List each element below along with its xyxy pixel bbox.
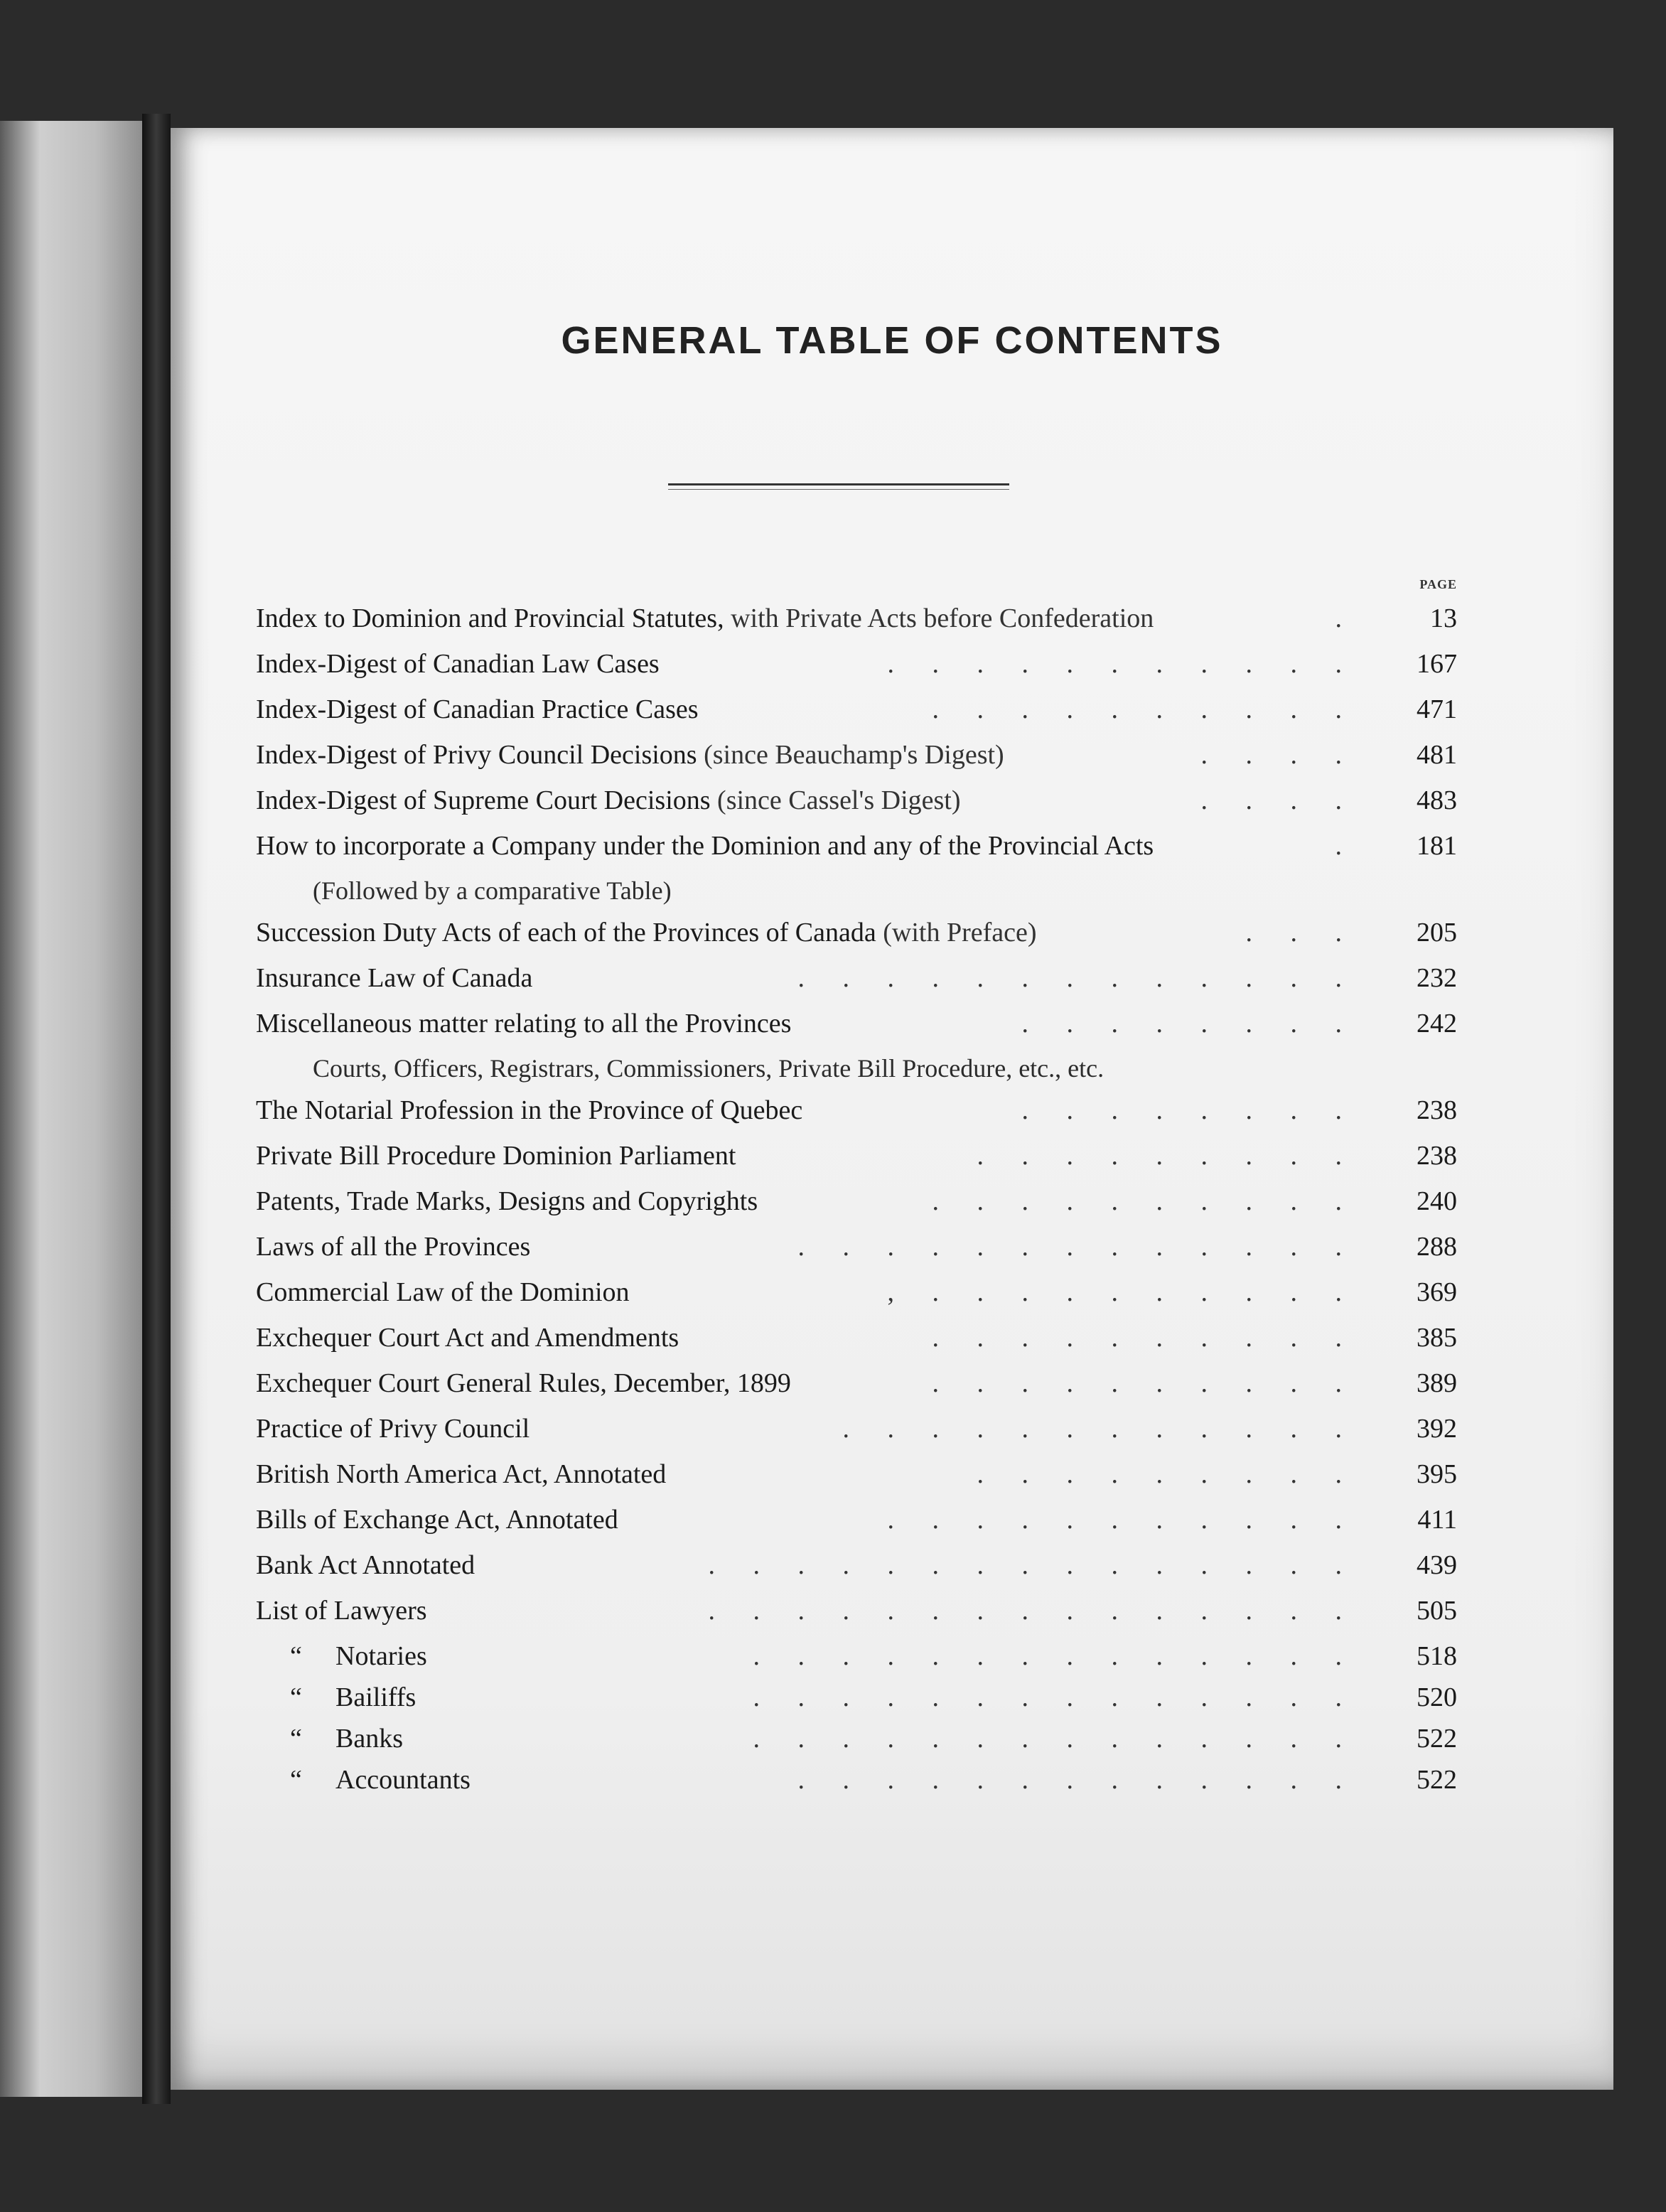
toc-entry-title-group <box>256 739 1004 771</box>
toc-page-number: 181 <box>1417 831 1457 861</box>
leader-dots: . . . . <box>1200 785 1358 815</box>
toc-entry-title-group <box>256 1008 791 1039</box>
toc-entry-title: Index-Digest of Canadian Practice Cases <box>256 694 699 724</box>
toc-entry-title-group <box>256 1277 630 1308</box>
toc-entry-title: List of Lawyers <box>256 1596 427 1626</box>
toc-page-number: 395 <box>1417 1459 1457 1489</box>
toc-entry-title-group <box>256 1231 530 1262</box>
leader-dots: . . . . . . . . . . . . . <box>797 1765 1358 1795</box>
toc-entry-title: Laws of all the Provinces <box>256 1232 531 1262</box>
toc-page-number: 369 <box>1417 1277 1457 1307</box>
toc-page-number: 481 <box>1417 740 1457 770</box>
toc-entry-title: Exchequer Court Act and Amendments <box>256 1323 679 1353</box>
toc-entry-title: Index-Digest of Supreme Court Decisions <box>256 785 711 815</box>
ditto-mark: “ <box>290 1682 302 1712</box>
toc-entry-title: Index to Dominion and Provincial Statutes, <box>256 603 724 633</box>
page-title: GENERAL TABLE OF CONTENTS <box>561 319 1223 362</box>
toc-entry-title-group <box>256 1186 758 1217</box>
leader-dots: . . . . <box>1200 740 1358 770</box>
toc-entry-title: Bills of Exchange Act, Annotated <box>256 1505 618 1535</box>
toc-entry-title: How to incorporate a Company under the Dominion and any of the Provincial Acts <box>256 831 1154 861</box>
toc-entry-title-group <box>256 603 1154 634</box>
toc-page-number: 522 <box>1417 1724 1457 1754</box>
toc-entry <box>256 603 1457 648</box>
toc-entry <box>256 830 1457 876</box>
leader-dots: . . . . . . . . . . . . . . <box>753 1682 1358 1712</box>
leader-dots: . . . . . . . . . . . . <box>842 1414 1358 1444</box>
toc-entry <box>256 1140 1457 1186</box>
toc-entry <box>256 648 1457 694</box>
toc-entry-aside: (since Beauchamp's Digest) <box>704 740 1004 770</box>
leader-dots: . <box>1335 603 1358 633</box>
leader-dots: . . . . . . . . . . . <box>887 649 1358 679</box>
toc-entry-title: Practice of Privy Council <box>256 1414 530 1444</box>
toc-entry-title: Exchequer Court General Rules, December, 1899 <box>256 1368 791 1398</box>
leader-dots: . . . . . . . . . . <box>932 1368 1358 1398</box>
facing-page-edge <box>0 121 160 2097</box>
toc-entry <box>256 694 1457 739</box>
toc-page-number: 471 <box>1417 694 1457 724</box>
toc-page-number: 242 <box>1417 1009 1457 1038</box>
toc-entry-aside: (with Preface) <box>883 918 1037 947</box>
toc-entry-title-group <box>256 1368 791 1399</box>
ditto-mark: “ <box>290 1724 302 1754</box>
toc-entry-title-group <box>256 1413 530 1444</box>
title-rule-thin <box>668 489 1009 490</box>
toc-entry-title-group <box>256 1459 666 1490</box>
leader-dots: . . . . . . . . <box>1021 1009 1358 1038</box>
toc-page-number: 505 <box>1417 1596 1457 1626</box>
leader-dots: . . . . . . . . . . <box>932 1323 1358 1353</box>
toc-entry-title: Index-Digest of Canadian Law Cases <box>256 649 660 679</box>
leader-dots: . <box>1335 831 1358 861</box>
toc-page-number: 288 <box>1417 1232 1457 1262</box>
toc-entry <box>256 1459 1457 1504</box>
toc-entry-title-group <box>256 785 961 816</box>
toc-entry <box>256 1368 1457 1413</box>
toc-entry-title: Index-Digest of Privy Council Decisions <box>256 740 697 770</box>
toc-entry-title: Banks <box>335 1724 403 1754</box>
toc-page-number: 439 <box>1417 1550 1457 1580</box>
toc-entry-title: Notaries <box>335 1641 427 1671</box>
toc-entry <box>256 1231 1457 1277</box>
toc-entry <box>256 1186 1457 1231</box>
page-column-label: PAGE <box>1419 577 1457 591</box>
toc-entry-title: Patents, Trade Marks, Designs and Copyrights <box>256 1186 758 1216</box>
toc-entry-title-group <box>256 1140 736 1171</box>
leader-dots: . . . . . . . . . . . . . <box>797 963 1358 993</box>
ditto-mark: “ <box>290 1641 302 1671</box>
ditto-mark: “ <box>290 1765 302 1795</box>
toc-entry-title: Succession Duty Acts of each of the Provinces of Canada <box>256 918 876 947</box>
leader-dots: . . . <box>1245 918 1358 947</box>
toc-entry-title-group <box>256 962 532 994</box>
toc-entry-title: Bailiffs <box>335 1682 416 1712</box>
toc-entry-title-group <box>256 830 1154 861</box>
toc-entry-title: Miscellaneous matter relating to all the Provinces <box>256 1009 792 1038</box>
toc-entry-title-group <box>256 694 699 725</box>
toc-entry <box>256 785 1457 830</box>
toc-page-number: 522 <box>1417 1765 1457 1795</box>
toc-entry-title-group <box>256 1595 427 1626</box>
leader-dots: . . . . . . . . . <box>977 1459 1358 1489</box>
toc-subentry <box>256 1723 1457 1764</box>
toc-entry <box>256 1413 1457 1459</box>
leader-dots: . . . . . . . . . . . . . . . <box>708 1550 1358 1580</box>
toc-entry-title: Private Bill Procedure Dominion Parliament <box>256 1141 736 1171</box>
toc-entry-title-group <box>256 1095 802 1126</box>
toc-entry <box>256 1322 1457 1368</box>
leader-dots: . . . . . . . . . <box>977 1141 1358 1171</box>
toc-entry <box>256 962 1457 1008</box>
toc-entry <box>256 917 1457 962</box>
leader-dots: . . . . . . . . . . <box>932 694 1358 724</box>
toc-entry-title-group <box>256 1504 618 1535</box>
leader-dots: . . . . . . . . . . . . . . <box>753 1641 1358 1671</box>
toc-entry-title-group <box>256 1322 679 1353</box>
toc-entry-aside: with Private Acts before Confederation <box>731 603 1154 633</box>
toc-page-number: 392 <box>1417 1414 1457 1444</box>
toc-entry-title: Commercial Law of the Dominion <box>256 1277 630 1307</box>
toc-entry <box>256 1550 1457 1595</box>
toc-page-number: 238 <box>1417 1141 1457 1171</box>
toc-entry-title: The Notarial Profession in the Province of Quebec <box>256 1095 803 1125</box>
toc-entry-title-group <box>256 648 660 680</box>
toc-entry-title: Bank Act Annotated <box>256 1550 475 1580</box>
toc-page-number: 232 <box>1417 963 1457 993</box>
document-page <box>171 128 1613 2090</box>
leader-dots: . . . . . . . . . . . . . <box>797 1232 1358 1262</box>
title-rule <box>668 483 1009 485</box>
toc-note: (Followed by a comparative Table) <box>313 876 672 905</box>
book-binding <box>142 114 171 2104</box>
toc-page-number: 411 <box>1417 1505 1457 1535</box>
leader-dots: . . . . . . . . <box>1021 1095 1358 1125</box>
toc-entry-title-group <box>256 1550 475 1581</box>
toc-entry <box>256 1008 1457 1053</box>
toc-page-number: 205 <box>1417 918 1457 947</box>
leader-dots: . . . . . . . . . . . . . . <box>753 1724 1358 1754</box>
toc-page-number: 13 <box>1430 603 1457 633</box>
toc-page-number: 385 <box>1417 1323 1457 1353</box>
toc-page-number: 518 <box>1417 1641 1457 1671</box>
toc-page-number: 389 <box>1417 1368 1457 1398</box>
toc-page-number: 238 <box>1417 1095 1457 1125</box>
toc-entry <box>256 1595 1457 1641</box>
leader-dots: . . . . . . . . . . . . . . . <box>708 1596 1358 1626</box>
toc-entry <box>256 1277 1457 1322</box>
toc-page-number: 240 <box>1417 1186 1457 1216</box>
toc-entry-title: British North America Act, Annotated <box>256 1459 667 1489</box>
toc-note: Courts, Officers, Registrars, Commissioners, Private Bill Procedure, etc., etc. <box>313 1054 1105 1083</box>
toc-entry <box>256 739 1457 785</box>
toc-page-number: 167 <box>1417 649 1457 679</box>
table-of-contents <box>256 603 1457 1805</box>
toc-entry-title: Insurance Law of Canada <box>256 963 533 993</box>
toc-page-number: 483 <box>1417 785 1457 815</box>
toc-entry-title-group <box>256 917 1037 948</box>
toc-entry <box>256 1095 1457 1140</box>
toc-entry <box>256 1504 1457 1550</box>
toc-entry-aside: (since Cassel's Digest) <box>717 785 961 815</box>
leader-dots: . . . . . . . . . . . <box>887 1505 1358 1535</box>
toc-entry-title: Accountants <box>335 1765 471 1795</box>
toc-subentry <box>256 1764 1457 1805</box>
toc-subentry <box>256 1641 1457 1682</box>
leader-dots: . . . . . . . . . . <box>932 1186 1358 1216</box>
toc-page-number: 520 <box>1417 1682 1457 1712</box>
leader-dots: , . . . . . . . . . . <box>887 1277 1358 1307</box>
toc-subentry <box>256 1682 1457 1723</box>
